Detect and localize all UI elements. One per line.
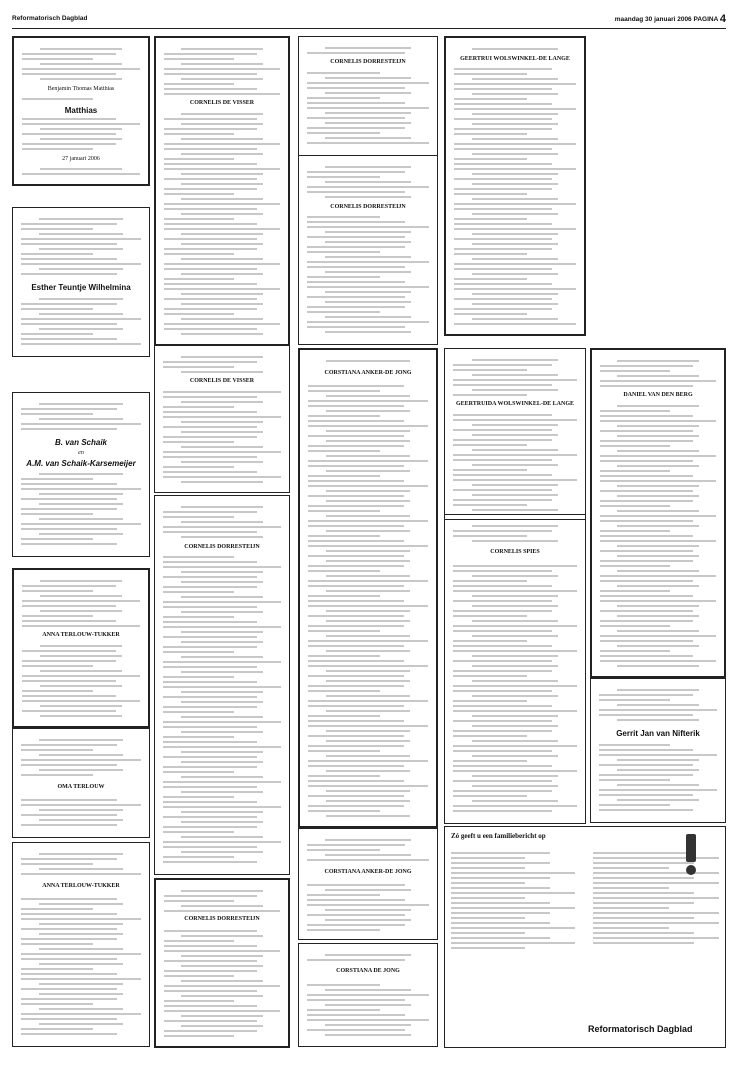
notice-1-text-2: Matthias	[18, 106, 144, 115]
notice-3-text-3: A.M. van Schaik-Karsemeijer	[17, 459, 145, 468]
notice-3-text-2: en	[17, 450, 145, 457]
notice-12-text-1: CORNELIS DORRESTEIJN	[303, 204, 433, 211]
info-box-title: Zó geeft u een familiebericht op	[451, 833, 546, 840]
notice-13-text-1: CORSTIANA ANKER-DE JONG	[304, 370, 432, 377]
notice-2-text-1: Esther Teuntje Wilhelmina	[17, 283, 145, 292]
notice-17-text-1: GEERTRUIDA WOLSWINKEL-DE LANGE	[449, 401, 581, 408]
notice-11-text-1: CORNELIS DORRESTEIJN	[303, 59, 433, 66]
notice-13	[298, 348, 438, 828]
notice-12	[298, 155, 438, 345]
notice-7-text-1: CORNELIS DE VISSER	[160, 100, 284, 107]
issue-date-page	[615, 13, 726, 25]
notice-15-text-1: CORSTIANA DE JONG	[303, 968, 433, 975]
notice-16	[444, 36, 586, 336]
notice-3	[12, 392, 150, 557]
notice-19-text-1: DANIËL VAN DEN BERG	[596, 392, 720, 399]
notice-5	[12, 728, 150, 838]
notice-18-text-1: CORNELIS SPIES	[449, 549, 581, 556]
notice-15	[298, 943, 438, 1047]
issue-date: maandag 30 januari 2006	[614, 16, 692, 23]
notice-14	[298, 828, 438, 940]
newspaper-logo: Reformatorisch Dagblad	[588, 1024, 693, 1034]
notice-1-text-3: 27 januari 2006	[18, 156, 144, 163]
notice-16-text-1: GEERTRUI WOLSWINKEL-DE LANGE	[450, 56, 580, 63]
exclamation-icon	[681, 834, 701, 876]
notice-9	[154, 495, 290, 875]
notice-7	[154, 36, 290, 346]
notice-3-text-1: B. van Schaik	[17, 438, 145, 447]
notice-8	[154, 345, 290, 493]
page-number: 4	[719, 13, 726, 25]
notice-20	[590, 678, 726, 823]
page-header	[12, 12, 726, 29]
notice-4	[12, 568, 150, 728]
notice-2	[12, 207, 150, 357]
notice-17	[444, 348, 586, 520]
notice-5-text-1: OMA TERLOUW	[17, 784, 145, 791]
notice-9-text-1: CORNELIS DORRESTEIJN	[159, 544, 285, 551]
notice-10	[154, 878, 290, 1048]
notice-11	[298, 36, 438, 156]
notice-1-text-1: Benjamin Thomas Matthias	[18, 86, 144, 93]
notice-1	[12, 36, 150, 186]
notice-6-text-1: ANNA TERLOUW-TUKKER	[17, 883, 145, 890]
notice-10-text-1: CORNELIS DORRESTEIJN	[160, 916, 284, 923]
notice-8-text-1: CORNELIS DE VISSER	[159, 378, 285, 385]
notice-14-text-1: CORSTIANA ANKER-DE JONG	[303, 869, 433, 876]
notice-20-text-1: Gerrit Jan van Nifterik	[595, 729, 721, 738]
notice-4-text-1: ANNA TERLOUW-TUKKER	[18, 632, 144, 639]
page-label: PAGINA	[693, 16, 719, 23]
publication-name: Reformatorisch Dagblad	[12, 15, 88, 22]
notice-19	[590, 348, 726, 678]
notice-6	[12, 842, 150, 1047]
notice-18	[444, 514, 586, 824]
